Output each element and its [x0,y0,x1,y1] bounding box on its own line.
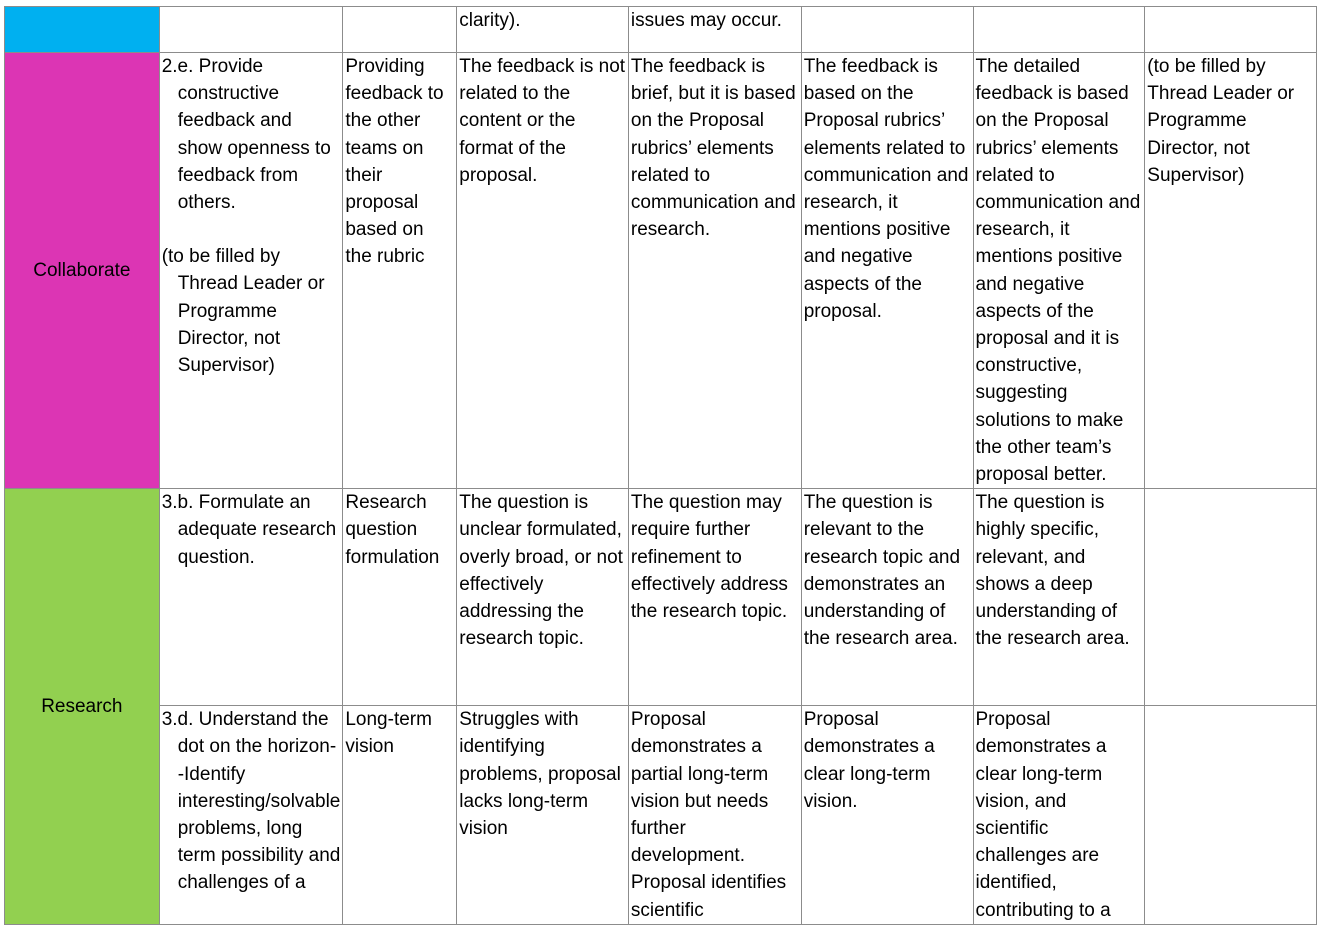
level2-cell: issues may occur. [628,7,801,53]
aspect-cell: Research question formulation [343,489,457,706]
aspect-cell: Providing feedback to the other teams on their proposal based on the rubric [343,53,457,489]
note-cell [1145,489,1317,706]
category-cell-research [5,489,160,925]
aspect-cell [343,7,457,53]
note-cell [1145,7,1317,53]
criterion-text: 3.b. Formulate an adequate research question. [161,492,337,568]
level1-cell: The feedback is not related to the content or the format of the proposal. [457,53,629,489]
note-cell [1145,706,1317,925]
level1-cell: Struggles with identifying problems, proposal lacks long-term vision [457,706,629,925]
level1-cell: clarity). [457,7,629,53]
table-row [5,706,1317,925]
criterion-cell [159,489,343,706]
level3-cell: Proposal demonstrates a clear long-term vision. [801,706,973,925]
aspect-cell: Long-term vision [343,706,457,925]
category-cell-top [5,7,160,53]
table-row [5,53,1317,489]
category-cell-collaborate [5,53,160,489]
level4-cell: The detailed feedback is based on the Proposal rubrics’ elements related to communication and research, it mentions positive and negative aspects of the proposal and it is constructive, suggesting solutions to make the other team’s proposal better. [973,53,1145,489]
rubric-table [4,6,1317,925]
criterion-cell [159,7,343,53]
level4-cell: Proposal demonstrates a clear long-term vision, and scientific challenges are identified, contributing to a [973,706,1145,925]
level2-cell: Proposal demonstrates a partial long-term vision but needs further development. Proposal identifies scientific [628,706,801,925]
table-row [5,7,1317,53]
level3-cell: The feedback is based on the Proposal rubrics’ elements related to communication and research, it mentions positive and negative aspects of the proposal. [801,53,973,489]
criterion-cell [159,53,343,489]
category-label: Research [41,695,123,717]
level2-cell: The feedback is brief, but it is based on the Proposal rubrics’ elements related to communication and research. [628,53,801,489]
criterion-note: (to be filled by Thread Leader or Programme Director, not Supervisor) [161,246,325,377]
criterion-text: 3.d. Understand the dot on the horizon--Identify interesting/solvable problems, long term possibility and challenges of a [161,709,341,894]
note-cell: (to be filled by Thread Leader or Programme Director, not Supervisor) [1145,53,1317,489]
level4-cell [973,7,1145,53]
criterion-cell [159,706,343,925]
level1-cell: The question is unclear formulated, overly broad, or not effectively addressing the research topic. [457,489,629,706]
table-row [5,489,1317,706]
level3-cell: The question is relevant to the research topic and demonstrates an understanding of the research area. [801,489,973,706]
level3-cell [801,7,973,53]
criterion-text: 2.e. Provide constructive feedback and show openness to feedback from others. [161,56,331,214]
category-label: Collaborate [33,260,131,282]
level4-cell: The question is highly specific, relevant, and shows a deep understanding of the research area. [973,489,1145,706]
level2-cell: The question may require further refinement to effectively address the research topic. [628,489,801,706]
